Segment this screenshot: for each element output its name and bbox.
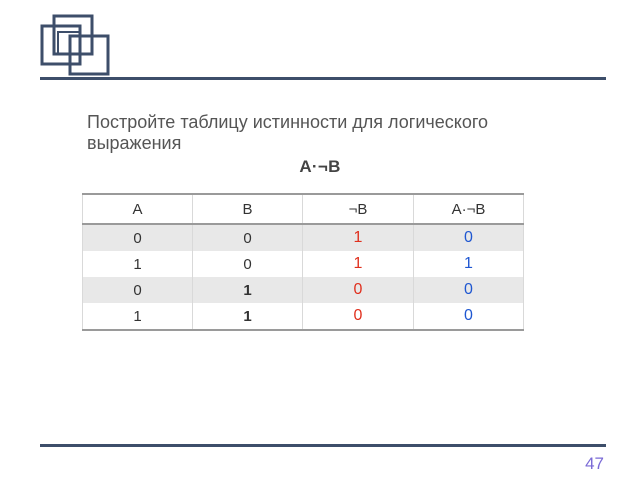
cell-b: 0: [193, 224, 303, 251]
header-b: B: [193, 194, 303, 224]
table-row: [83, 303, 524, 330]
header-divider: [40, 77, 606, 80]
cell-result: 0: [414, 303, 524, 330]
cell-a: 1: [83, 251, 193, 277]
cell-result: 0: [414, 277, 524, 303]
logo-squares-icon: [40, 14, 112, 78]
header-a-and-not-b: A·¬B: [414, 194, 524, 224]
cell-b: 1: [193, 303, 303, 330]
cell-a: 0: [83, 224, 193, 251]
cell-not-b: 0: [303, 303, 414, 330]
cell-not-b: 1: [303, 224, 414, 251]
header-a: A: [83, 194, 193, 224]
table-row: [83, 224, 524, 251]
truth-table: [82, 193, 524, 331]
cell-b: 1: [193, 277, 303, 303]
cell-b: 0: [193, 251, 303, 277]
page-number: 47: [585, 454, 604, 473]
cell-not-b: 1: [303, 251, 414, 277]
cell-result: 1: [414, 251, 524, 277]
table-row: [83, 251, 524, 277]
footer-divider: [40, 444, 606, 447]
table-row: [83, 277, 524, 303]
header-not-b: ¬B: [303, 194, 414, 224]
task-prompt: Постройте таблицу истинности для логического выражения: [87, 112, 489, 153]
cell-not-b: 0: [303, 277, 414, 303]
cell-result: 0: [414, 224, 524, 251]
cell-a: 0: [83, 277, 193, 303]
cell-a: 1: [83, 303, 193, 330]
expression-title: A·¬B: [299, 157, 341, 176]
table-header-row: [83, 194, 524, 224]
